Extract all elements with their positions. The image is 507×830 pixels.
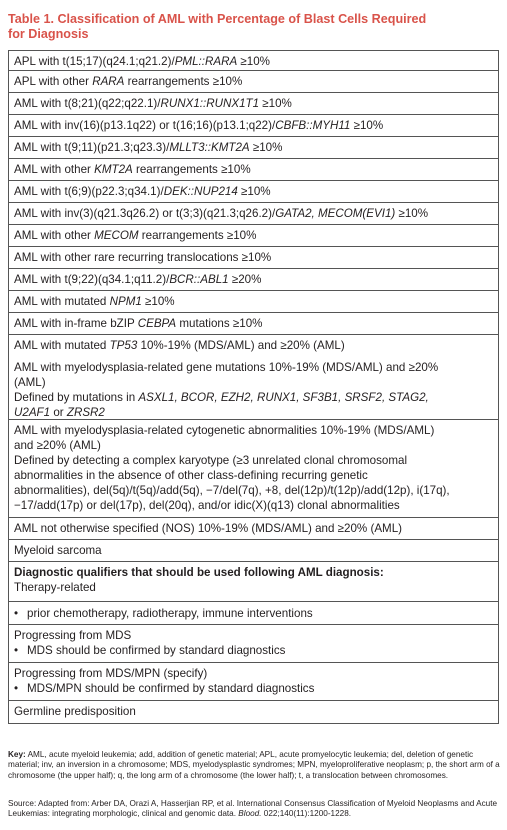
- classification-row-text: [14, 140, 493, 155]
- classification-row: [9, 313, 498, 335]
- key-text: AML, acute myeloid leukemia; add, addition of genetic material; APL, acute promyelocytic leukemia; del, deletion of genetic material; inv, an inversion in a chromosome; MDS, myelodysplastic syndromes; MPN, myeloproliferative neoplasm; p, the short arm of a chromosome (the upper half); q, the long arm of a chromosome (the lower half); t, a translocation between chromosomes.: [8, 750, 500, 780]
- gene-name: RARA: [92, 75, 125, 88]
- row-text-part: APL with other: [14, 75, 93, 88]
- gene-name: KMT2A: [94, 163, 133, 176]
- row-nos: [9, 518, 498, 540]
- classification-row: [9, 225, 498, 247]
- mr-cyto-line-6: −17/add(17p) or del(17p), del(20q), and/or idic(X)(q13) clonal abnormalities: [14, 499, 400, 512]
- gene-name: GATA2, MECOM(EVI1): [275, 207, 396, 220]
- classification-row-text: [14, 338, 493, 353]
- row-qualifiers-therapy: [9, 562, 498, 602]
- qualifiers-heading: Diagnostic qualifiers that should be used following AML diagnosis:: [14, 566, 384, 579]
- source-text: Source: Adapted from: Arber DA, Orazi A, Hasserjian RP, et al. International Consensus Classification of Myeloid Neoplasms and Acute Leukemias: integrating morphologic, clinical and genomic data.: [8, 799, 498, 819]
- mr-cyto-line-2: and ≥20% (AML): [14, 439, 101, 452]
- gene-name: CEBPA: [137, 317, 177, 330]
- classification-row-text: [14, 250, 493, 265]
- title-line-2: for Diagnosis: [8, 27, 89, 41]
- mds-label: Progressing from MDS: [14, 629, 132, 642]
- therapy-label: Therapy-related: [14, 581, 96, 594]
- row-text-part: ≥10%: [237, 185, 271, 198]
- classification-row: [9, 159, 498, 181]
- classification-table: [8, 50, 499, 724]
- therapy-bullet-text: prior chemotherapy, radiotherapy, immune interventions: [27, 607, 313, 620]
- classification-row-text: [14, 294, 493, 309]
- mds-mpn-label: Progressing from MDS/MPN (specify): [14, 667, 208, 680]
- classification-row: [9, 115, 498, 137]
- gene-name: MECOM: [94, 229, 139, 242]
- sarcoma-text: Myeloid sarcoma: [14, 544, 102, 557]
- row-text-part: AML with mutated: [14, 339, 110, 352]
- mr-cyto-line-5: abnormalities), del(5q)/t(5q)/add(5q), −7/del(7q), +8, del(12p)/t(12p)/add(12p), i(17q),: [14, 484, 450, 497]
- gene-name: PML::RARA: [174, 55, 238, 68]
- classification-row: [9, 71, 498, 93]
- row-text-part: ≥10%: [350, 119, 384, 132]
- classification-row-text: [14, 118, 493, 133]
- row-text-part: ≥20%: [228, 273, 262, 286]
- table-title: [8, 12, 498, 42]
- row-text-part: ≥10%: [141, 295, 175, 308]
- gene-name: NPM1: [109, 295, 142, 308]
- row-text-part: AML with other: [14, 163, 95, 176]
- key-label: Key:: [8, 750, 26, 759]
- row-text-part: rearrangements ≥10%: [132, 163, 251, 176]
- classification-row: [9, 247, 498, 269]
- row-germline: [9, 701, 498, 723]
- nos-text: AML not otherwise specified (NOS) 10%-19% (MDS/AML) and ≥20% (AML): [14, 522, 403, 535]
- mds-mpn-bullet-text: MDS/MPN should be confirmed by standard diagnostics: [27, 682, 315, 695]
- mr-gene-or: or: [50, 406, 67, 419]
- mr-gene-line-1: AML with myelodysplasia-related gene mutations 10%-19% (MDS/AML) and ≥20%: [14, 361, 439, 374]
- classification-row: [9, 181, 498, 203]
- row-mr-cytogenetic: [9, 420, 498, 518]
- bullet-icon: •: [14, 607, 19, 620]
- row-therapy-bullet: [9, 602, 498, 625]
- gene-name: MLLT3::KMT2A: [169, 141, 250, 154]
- row-text-part: ≥10%: [249, 141, 283, 154]
- mr-gene-defined-cont: [14, 405, 493, 420]
- classification-row-text: [14, 228, 493, 243]
- mr-gene-line-2: (AML): [14, 376, 46, 389]
- classification-row-text: [14, 206, 493, 221]
- mds-mpn-bullet: [14, 681, 493, 696]
- mr-gene-defined: [14, 390, 493, 405]
- mr-gene-u2af1: U2AF1: [14, 406, 51, 419]
- row-text-part: ≥10%: [395, 207, 429, 220]
- row-text-part: AML with inv(3)(q21.3q26.2) or t(3;3)(q21.3;q26.2)/: [14, 207, 276, 220]
- title-line-1: Table 1. Classification of AML with Percentage of Blast Cells Required: [8, 12, 427, 26]
- gene-name: CBFB::MYH11: [275, 119, 351, 132]
- row-text-part: APL with t(15;17)(q24.1;q21.2)/: [14, 55, 175, 68]
- gene-name: DEK::NUP214: [163, 185, 238, 198]
- mr-gene-zrsr2: ZRSR2: [66, 406, 105, 419]
- mr-gene-defined-prefix: Defined by mutations in: [14, 391, 139, 404]
- row-text-part: ≥10%: [259, 97, 292, 110]
- row-progressing-mds: [9, 625, 498, 663]
- row-progressing-mds-mpn: [9, 663, 498, 701]
- classification-row-text: [14, 74, 493, 89]
- row-text-part: mutations ≥10%: [176, 317, 263, 330]
- mr-cyto-line-4: abnormalities in the absence of other class-defining recurring genetic: [14, 469, 368, 482]
- mds-bullet-text: MDS should be confirmed by standard diagnostics: [27, 644, 286, 657]
- row-myeloid-sarcoma: [9, 540, 498, 562]
- table-key: [8, 750, 500, 781]
- classification-row-text: [14, 316, 493, 331]
- classification-row: [9, 335, 498, 357]
- row-text-part: AML with t(9;11)(p21.3;q23.3)/: [14, 141, 170, 154]
- simple-rows: [9, 51, 498, 357]
- mr-cyto-line-1: AML with myelodysplasia-related cytogenetic abnormalities 10%-19% (MDS/AML): [14, 424, 435, 437]
- classification-row-text: [14, 54, 493, 69]
- row-text-part: AML with other: [14, 229, 95, 242]
- classification-row: [9, 203, 498, 225]
- gene-name: BCR::ABL1: [169, 273, 229, 286]
- bullet-icon: •: [14, 644, 19, 657]
- mds-bullet: [14, 643, 493, 658]
- row-text-part: rearrangements ≥10%: [124, 75, 243, 88]
- classification-row-text: [14, 96, 493, 111]
- gene-name: TP53: [109, 339, 138, 352]
- source-journal: Blood.: [238, 809, 262, 819]
- therapy-bullet: [14, 606, 493, 621]
- row-text-part: AML with t(9;22)(q34.1;q11.2)/: [14, 273, 170, 286]
- classification-row: [9, 93, 498, 115]
- table-source: [8, 799, 500, 820]
- row-text-part: AML with in-frame bZIP: [14, 317, 138, 330]
- classification-row-text: [14, 162, 493, 177]
- row-text-part: AML with mutated: [14, 295, 110, 308]
- mr-gene-list-1: ASXL1, BCOR, EZH2, RUNX1, SF3B1, SRSF2, STAG2,: [138, 391, 429, 404]
- classification-row: [9, 137, 498, 159]
- row-text-part: 10%-19% (MDS/AML) and ≥20% (AML): [137, 339, 345, 352]
- row-text-part: ≥10%: [237, 55, 270, 68]
- row-text-part: rearrangements ≥10%: [138, 229, 257, 242]
- bullet-icon: •: [14, 682, 19, 695]
- row-text-part: AML with t(6;9)(p22.3;q34.1)/: [14, 185, 164, 198]
- classification-row: [9, 51, 498, 71]
- germline-text: Germline predisposition: [14, 705, 136, 718]
- classification-row: [9, 269, 498, 291]
- row-text-part: AML with t(8;21)(q22;q22.1)/: [14, 97, 161, 110]
- source-citation: 022;140(11):1200-1228.: [261, 809, 352, 819]
- row-mr-gene-mutations: [9, 357, 498, 420]
- row-text-part: AML with inv(16)(p13.1q22) or t(16;16)(p13.1;q22)/: [14, 119, 276, 132]
- mr-cyto-line-3: Defined by detecting a complex karyotype (≥3 unrelated clonal chromosomal: [14, 454, 408, 467]
- row-text-part: AML with other rare recurring translocations ≥10%: [14, 251, 272, 264]
- classification-row: [9, 291, 498, 313]
- classification-row-text: [14, 184, 493, 199]
- gene-name: RUNX1::RUNX1T1: [160, 97, 260, 110]
- classification-row-text: [14, 272, 493, 287]
